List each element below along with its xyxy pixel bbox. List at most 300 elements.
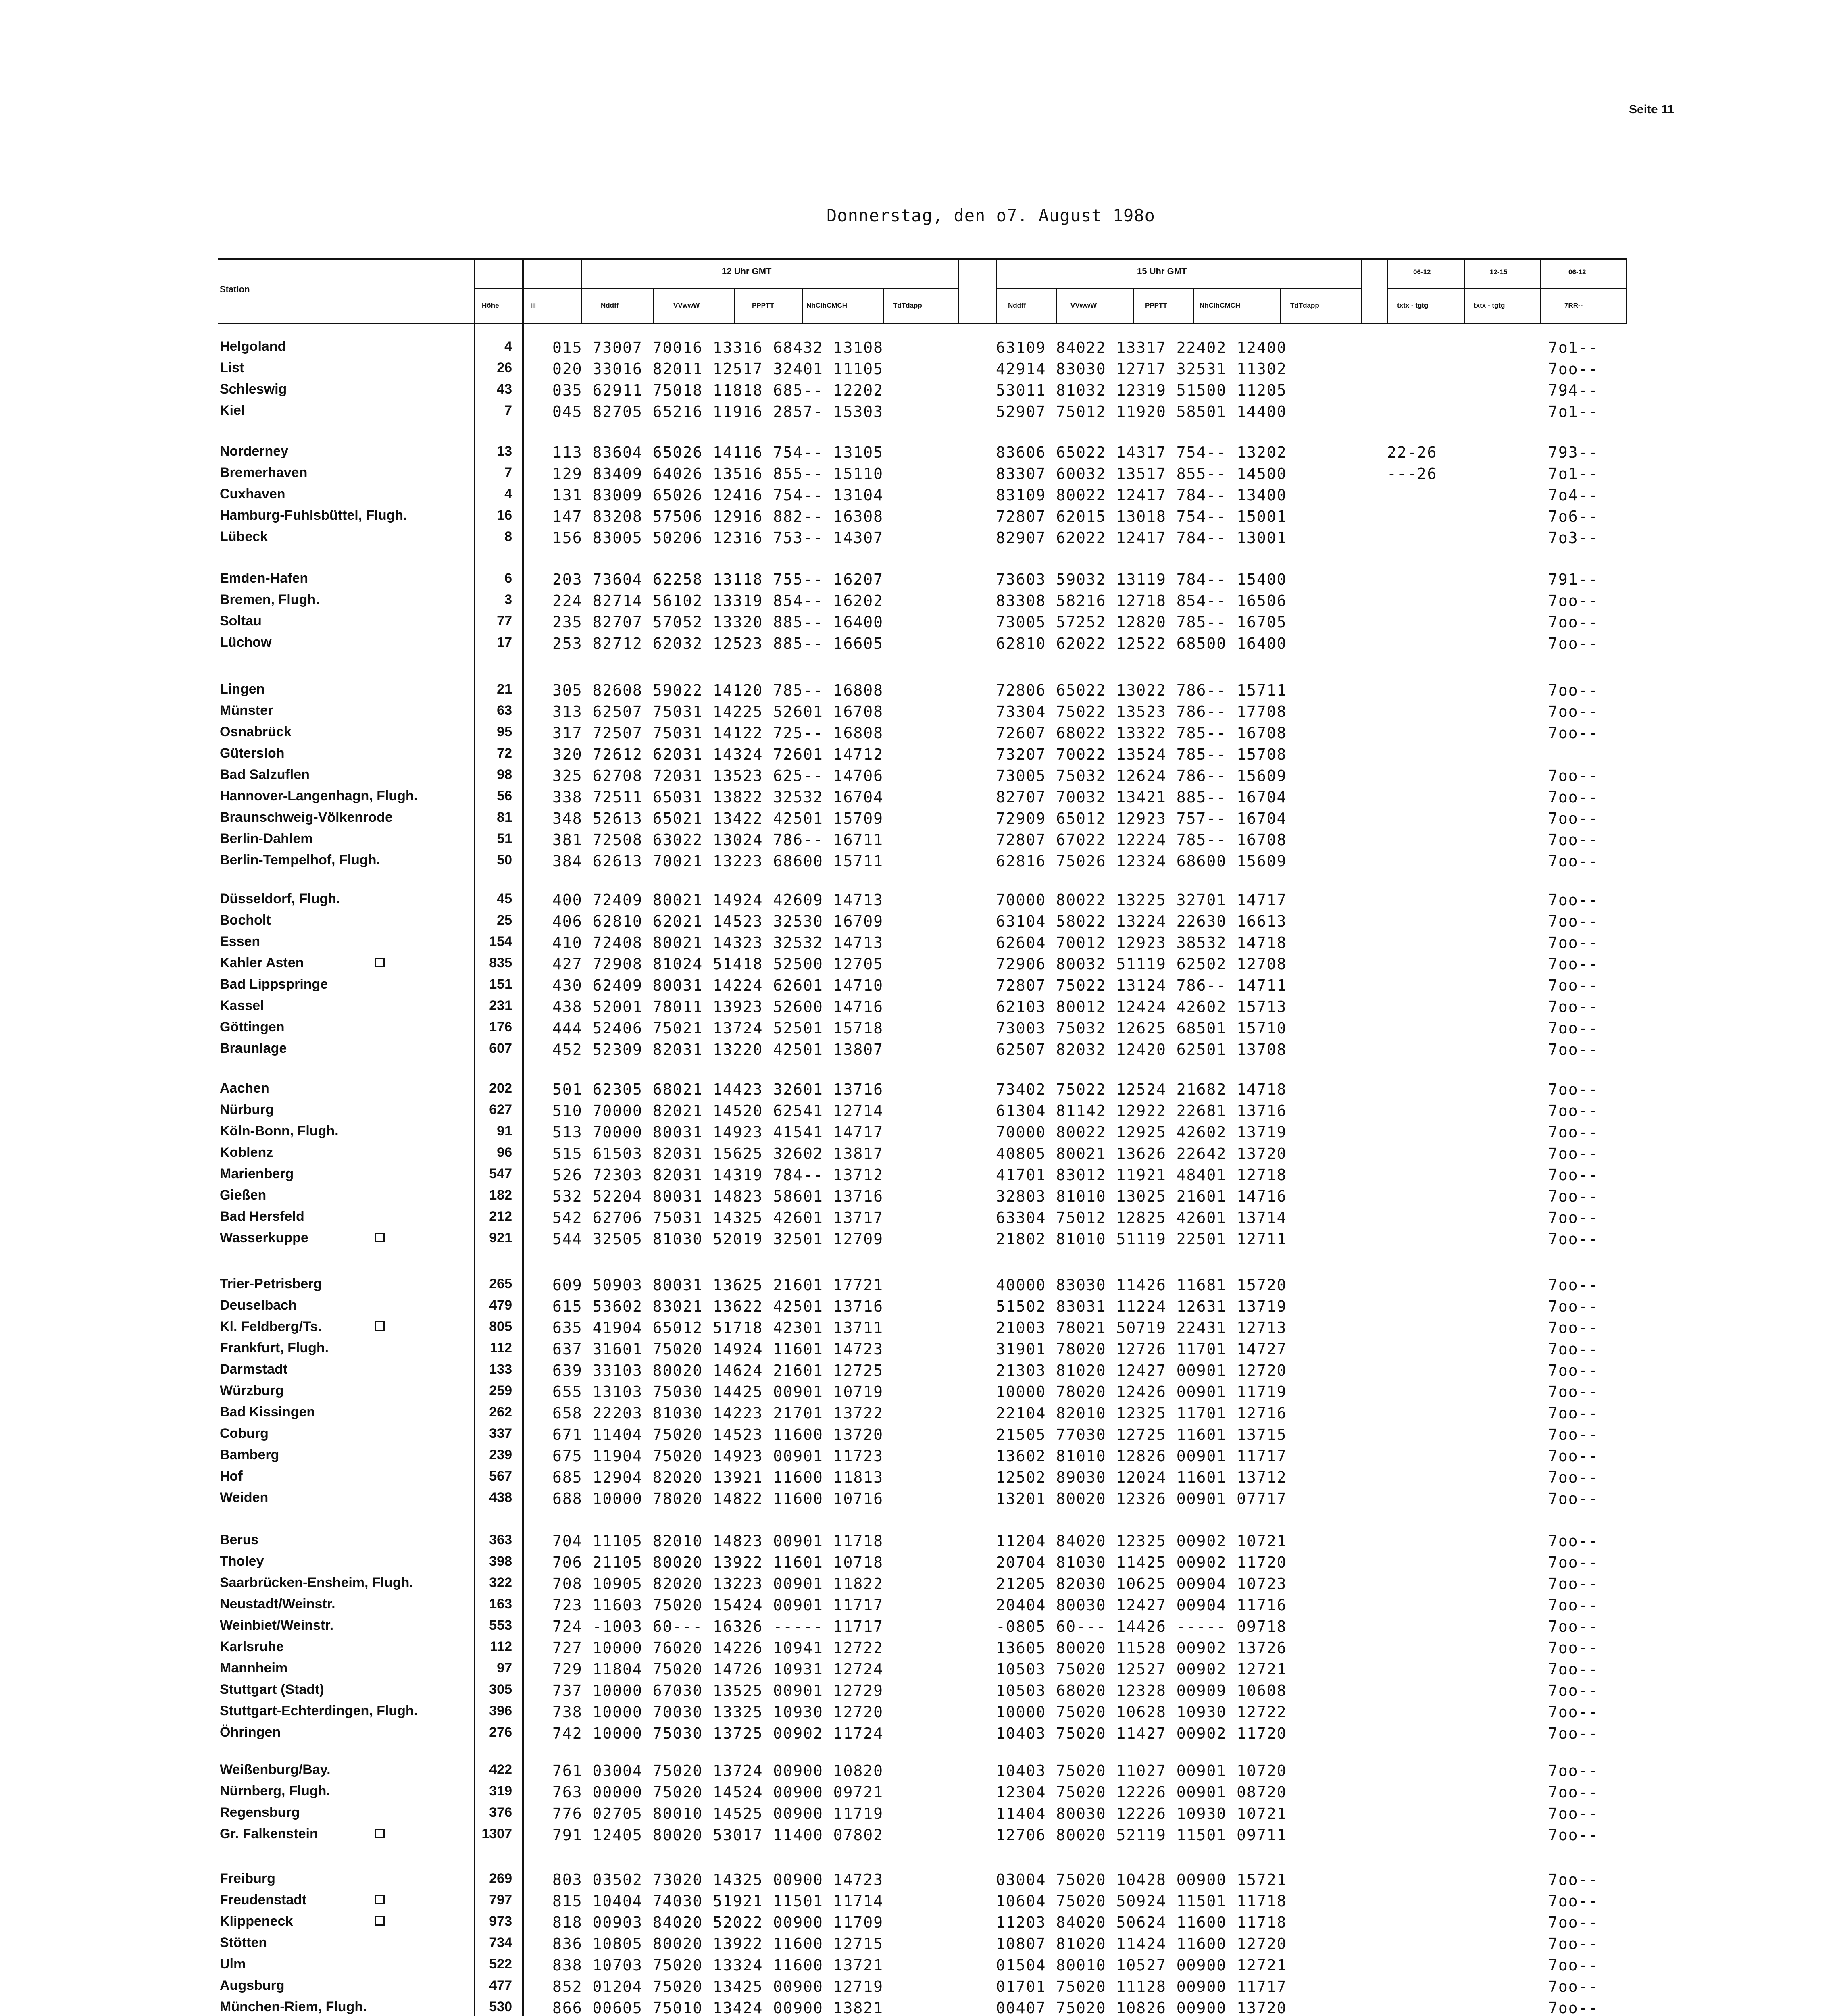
precip-code: 7oo-- (1548, 1319, 1599, 1337)
obs-12-uhr: 738 10000 70030 13325 10930 12720 (552, 1703, 883, 1721)
station-name: Klippeneck (220, 1914, 293, 1929)
precip-code: 7oo-- (1548, 1978, 1599, 1995)
obs-12-uhr: 737 10000 67030 13525 00901 12729 (552, 1682, 883, 1699)
obs-12-uhr: 430 62409 80031 14224 62601 14710 (552, 977, 883, 994)
station-height: 363 (489, 1532, 512, 1547)
obs-15-uhr: 62810 62022 12522 68500 16400 (996, 635, 1287, 652)
table-row (0, 1102, 1841, 1121)
table-row (0, 635, 1841, 654)
precip-code: 7oo-- (1548, 1187, 1599, 1205)
precip-code: 7o1-- (1548, 339, 1599, 356)
gmt15-col-nddff: Nddff (1008, 302, 1026, 309)
precip-code: 7oo-- (1548, 1999, 1599, 2016)
obs-12-uhr: 015 73007 70016 13316 68432 13108 (552, 339, 883, 356)
precip-code: 7oo-- (1548, 891, 1599, 909)
station-height: 3 (504, 592, 512, 607)
table-row (0, 381, 1841, 401)
table-row (0, 1319, 1841, 1338)
station-height: 176 (489, 1019, 512, 1035)
obs-12-uhr: 313 62507 75031 14225 52601 16708 (552, 703, 883, 721)
table-row (0, 1762, 1841, 1781)
obs-12-uhr: 129 83409 64026 13516 855-- 15110 (552, 465, 883, 483)
precip-code: 7oo-- (1548, 1383, 1599, 1401)
obs-15-uhr: 40000 83030 11426 11681 15720 (996, 1276, 1287, 1294)
station-name: München-Riem, Flugh. (220, 1999, 367, 2014)
obs-15-uhr: 53011 81032 12319 51500 11205 (996, 381, 1287, 399)
obs-15-uhr: 12502 89030 12024 11601 13712 (996, 1468, 1287, 1486)
station-height: 7 (504, 465, 512, 480)
precip-code: 7o1-- (1548, 403, 1599, 421)
obs-12-uhr: 675 11904 75020 14923 00901 11723 (552, 1447, 883, 1465)
table-row (0, 1041, 1841, 1060)
precip-code: 7oo-- (1548, 1639, 1599, 1657)
precip-code: 7oo-- (1548, 1682, 1599, 1699)
obs-15-uhr: 03004 75020 10428 00900 15721 (996, 1871, 1287, 1889)
station-name: Gütersloh (220, 746, 285, 761)
station-name: Schleswig (220, 381, 287, 397)
obs-15-uhr: 72807 62015 13018 754-- 15001 (996, 508, 1287, 525)
obs-15-uhr: 73207 70022 13524 785-- 15708 (996, 746, 1287, 763)
station-name: Saarbrücken-Ensheim, Flugh. (220, 1575, 413, 1590)
table-row (0, 912, 1841, 932)
gmt12-col-rule-1 (653, 288, 654, 324)
obs-15-uhr: 10604 75020 50924 11501 11718 (996, 1892, 1287, 1910)
obs-15-uhr: 13602 81010 12826 00901 11717 (996, 1447, 1287, 1465)
table-row (0, 998, 1841, 1017)
obs-15-uhr: 10000 78020 12426 00901 11719 (996, 1383, 1287, 1401)
station-name: Weißenburg/Bay. (220, 1762, 331, 1777)
precip-code: 7oo-- (1548, 767, 1599, 785)
obs-12-uhr: 635 41904 65012 51718 42301 13711 (552, 1319, 883, 1337)
station-name: Bremerhaven (220, 465, 308, 480)
table-row (0, 1554, 1841, 1573)
station-name: Kiel (220, 403, 245, 418)
gmt12-col-nddff: Nddff (601, 302, 619, 309)
station-name: Koblenz (220, 1145, 273, 1160)
station-height: 305 (489, 1682, 512, 1697)
station-name: Münster (220, 703, 273, 718)
obs-15-uhr: 73603 59032 13119 784-- 15400 (996, 571, 1287, 588)
station-height: 4 (504, 339, 512, 354)
station-name: Braunschweig-Völkenrode (220, 810, 393, 825)
table-row (0, 746, 1841, 765)
station-name: Aachen (220, 1081, 269, 1096)
obs-15-uhr: 22104 82010 12325 11701 12716 (996, 1404, 1287, 1422)
table-row (0, 360, 1841, 379)
obs-15-uhr: 10503 68020 12328 00909 10608 (996, 1682, 1287, 1699)
precip-code: 7oo-- (1548, 1783, 1599, 1801)
table-row (0, 1682, 1841, 1701)
obs-12-uhr: 156 83005 50206 12316 753-- 14307 (552, 529, 883, 547)
obs-15-uhr: 83307 60032 13517 855-- 14500 (996, 465, 1287, 483)
station-name: Norderney (220, 444, 289, 459)
precip-code: 7oo-- (1548, 1019, 1599, 1037)
precip-code: 7oo-- (1548, 1826, 1599, 1844)
station-name: Stuttgart (Stadt) (220, 1682, 324, 1697)
obs-12-uhr: 671 11404 75020 14523 11600 13720 (552, 1426, 883, 1443)
obs-15-uhr: 21802 81010 51119 22501 12711 (996, 1230, 1287, 1248)
precip-code: 7oo-- (1548, 1871, 1599, 1889)
station-name: Regensburg (220, 1805, 300, 1820)
obs-15-uhr: 73304 75022 13523 786-- 17708 (996, 703, 1287, 721)
station-name: Mannheim (220, 1660, 288, 1676)
station-height: 163 (489, 1596, 512, 1612)
station-name: Nürburg (220, 1102, 274, 1117)
header-mid-rule-left (474, 288, 581, 289)
station-name: Emden-Hafen (220, 571, 308, 586)
precip-code: 7oo-- (1548, 360, 1599, 378)
table-row (0, 1956, 1841, 1976)
obs-12-uhr: 836 10805 80020 13922 11600 12715 (552, 1935, 883, 1953)
station-height: 17 (497, 635, 512, 650)
precip-code: 7oo-- (1548, 1935, 1599, 1953)
table-row (0, 486, 1841, 506)
station-height: 202 (489, 1081, 512, 1096)
range-sub-3: 7RR-- (1564, 302, 1583, 309)
station-height: 91 (497, 1123, 512, 1139)
precip-code: 7oo-- (1548, 613, 1599, 631)
station-name: Weinbiet/Weinstr. (220, 1618, 334, 1633)
table-row (0, 1914, 1841, 1933)
table-row (0, 831, 1841, 850)
obs-15-uhr: 72807 75022 13124 786-- 14711 (996, 977, 1287, 994)
obs-15-uhr: 10503 75020 12527 00902 12721 (996, 1660, 1287, 1678)
station-height: 7 (504, 403, 512, 418)
precip-code: 7oo-- (1548, 1276, 1599, 1294)
gmt15-header: 15 Uhr GMT (1137, 266, 1187, 276)
station-height: 627 (489, 1102, 512, 1117)
obs-12-uhr: 147 83208 57506 12916 882-- 16308 (552, 508, 883, 525)
obs-15-uhr: 41701 83012 11921 48401 12718 (996, 1166, 1287, 1184)
iii-header: iii (530, 302, 536, 309)
obs-12-uhr: 815 10404 74030 51921 11501 11714 (552, 1892, 883, 1910)
obs-12-uhr: 791 12405 80020 53017 11400 07802 (552, 1826, 883, 1844)
station-name: Neustadt/Weinstr. (220, 1596, 335, 1612)
gmt12-col-rule-2 (734, 288, 735, 324)
page-number: Seite 11 (1629, 103, 1674, 116)
station-height: 112 (490, 1639, 512, 1654)
obs-15-uhr: 01701 75020 11128 00900 11717 (996, 1978, 1287, 1995)
precip-code: 7oo-- (1548, 592, 1599, 610)
station-name: Öhringen (220, 1724, 281, 1740)
obs-15-uhr: 63109 84022 13317 22402 12400 (996, 339, 1287, 356)
table-row (0, 1783, 1841, 1803)
station-name: Stötten (220, 1935, 267, 1950)
station-height: 567 (489, 1468, 512, 1484)
obs-15-uhr: 20404 80030 12427 00904 11716 (996, 1596, 1287, 1614)
station-height: 835 (489, 955, 512, 971)
range-sub-1: txtx - tgtg (1397, 302, 1429, 309)
gmt12-right-rule (958, 258, 959, 324)
station-height: 51 (497, 831, 512, 846)
table-row (0, 788, 1841, 808)
obs-12-uhr: 452 52309 82031 13220 42501 13807 (552, 1041, 883, 1058)
station-name: List (220, 360, 244, 375)
obs-15-uhr: 70000 80022 12925 42602 13719 (996, 1123, 1287, 1141)
station-height: 8 (504, 529, 512, 544)
table-row (0, 1209, 1841, 1228)
obs-12-uhr: 818 00903 84020 52022 00900 11709 (552, 1914, 883, 1931)
station-name: Köln-Bonn, Flugh. (220, 1123, 339, 1139)
table-row (0, 1362, 1841, 1381)
precip-code: 7oo-- (1548, 1762, 1599, 1780)
station-height: 276 (489, 1724, 512, 1740)
station-name: Trier-Petrisberg (220, 1276, 322, 1291)
temp-range: ---26 (1387, 465, 1437, 483)
table-row (0, 1123, 1841, 1143)
station-height: 43 (497, 381, 512, 397)
precip-code: 7oo-- (1548, 1956, 1599, 1974)
precip-code: 7oo-- (1548, 1703, 1599, 1721)
precip-code: 7oo-- (1548, 1468, 1599, 1486)
table-row (0, 977, 1841, 996)
station-name: Coburg (220, 1426, 269, 1441)
station-height: 81 (497, 810, 512, 825)
obs-12-uhr: 384 62613 70021 13223 68600 15711 (552, 852, 883, 870)
table-row (0, 724, 1841, 744)
table-row (0, 767, 1841, 786)
station-height: 438 (489, 1490, 512, 1505)
station-height: 265 (489, 1276, 512, 1291)
station-name: Soltau (220, 613, 262, 629)
gmt12-left-rule (581, 258, 582, 324)
obs-15-uhr: 10807 81020 11424 11600 12720 (996, 1935, 1287, 1953)
obs-12-uhr: 113 83604 65026 14116 754-- 13105 (552, 444, 883, 461)
station-name: Marienberg (220, 1166, 294, 1181)
obs-15-uhr: 63104 58022 13224 22630 16613 (996, 912, 1287, 930)
station-height: 16 (497, 508, 512, 523)
gmt15-col-rule-3 (1193, 288, 1194, 324)
station-name: Wasserkuppe (220, 1230, 308, 1245)
table-row (0, 703, 1841, 722)
station-name: Weiden (220, 1490, 269, 1505)
station-height: 21 (497, 681, 512, 697)
precip-code: 7oo-- (1548, 1426, 1599, 1443)
precip-code: 7oo-- (1548, 1892, 1599, 1910)
precip-code: 7oo-- (1548, 977, 1599, 994)
station-name: Frankfurt, Flugh. (220, 1340, 329, 1356)
obs-12-uhr: 688 10000 78020 14822 11600 10716 (552, 1490, 883, 1508)
obs-15-uhr: 73005 57252 12820 785-- 16705 (996, 613, 1287, 631)
obs-15-uhr: 62604 70012 12923 38532 14718 (996, 934, 1287, 952)
station-name: Bremen, Flugh. (220, 592, 320, 607)
obs-15-uhr: 21003 78021 50719 22431 12713 (996, 1319, 1287, 1337)
header-bottom-rule (218, 323, 1627, 324)
precip-code: 7oo-- (1548, 788, 1599, 806)
station-height: 477 (489, 1978, 512, 1993)
precip-code: 7oo-- (1548, 635, 1599, 652)
station-height: 396 (489, 1703, 512, 1718)
station-height: 95 (497, 724, 512, 739)
station-marker-square (375, 958, 385, 967)
obs-15-uhr: 42914 83030 12717 32531 11302 (996, 360, 1287, 378)
precip-code: 7oo-- (1548, 1340, 1599, 1358)
precip-code: 7oo-- (1548, 1081, 1599, 1098)
table-row (0, 1703, 1841, 1722)
precip-code: 7oo-- (1548, 1297, 1599, 1315)
table-row (0, 1532, 1841, 1552)
station-name: Helgoland (220, 339, 286, 354)
station-height: 98 (497, 767, 512, 782)
obs-12-uhr: 224 82714 56102 13319 854-- 16202 (552, 592, 883, 610)
table-row (0, 1639, 1841, 1658)
station-height: 239 (489, 1447, 512, 1462)
obs-12-uhr: 615 53602 83021 13622 42501 13716 (552, 1297, 883, 1315)
station-height: 522 (489, 1956, 512, 1972)
table-row (0, 529, 1841, 548)
obs-15-uhr: 62816 75026 12324 68600 15609 (996, 852, 1287, 870)
obs-15-uhr: 32803 81010 13025 21601 14716 (996, 1187, 1287, 1205)
gmt12-col-rule-4 (883, 288, 884, 324)
station-name: Würzburg (220, 1383, 284, 1398)
station-height: 112 (490, 1340, 512, 1356)
range-header-2: 12-15 (1490, 268, 1508, 276)
obs-15-uhr: 61304 81142 12922 22681 13716 (996, 1102, 1287, 1120)
obs-12-uhr: 542 62706 75031 14325 42601 13717 (552, 1209, 883, 1227)
table-row (0, 1618, 1841, 1637)
obs-15-uhr: 83606 65022 14317 754-- 13202 (996, 444, 1287, 461)
obs-12-uhr: 639 33103 80020 14624 21601 12725 (552, 1362, 883, 1379)
obs-12-uhr: 348 52613 65021 13422 42501 15709 (552, 810, 883, 827)
gmt15-left-rule (996, 258, 997, 324)
station-height: 45 (497, 891, 512, 906)
table-row (0, 1999, 1841, 2016)
precip-code: 7oo-- (1548, 1041, 1599, 1058)
table-row (0, 1978, 1841, 1997)
station-name: Bad Salzuflen (220, 767, 310, 782)
obs-12-uhr: 838 10703 75020 13324 11600 13721 (552, 1956, 883, 1974)
obs-12-uhr: 724 -1003 60--- 16326 ----- 11717 (552, 1618, 883, 1635)
table-row (0, 1468, 1841, 1488)
table-row (0, 1871, 1841, 1890)
station-name: Bad Lippspringe (220, 977, 328, 992)
station-name: Gr. Falkenstein (220, 1826, 318, 1841)
obs-15-uhr: 11404 80030 12226 10930 10721 (996, 1805, 1287, 1822)
obs-12-uhr: 685 12904 82020 13921 11600 11813 (552, 1468, 883, 1486)
precip-code: 7oo-- (1548, 1447, 1599, 1465)
station-height: 154 (489, 934, 512, 949)
table-row (0, 1404, 1841, 1424)
obs-12-uhr: 381 72508 63022 13024 786-- 16711 (552, 831, 883, 849)
obs-15-uhr: 70000 80022 13225 32701 14717 (996, 891, 1287, 909)
obs-15-uhr: 10403 75020 11427 00902 11720 (996, 1724, 1287, 1742)
obs-12-uhr: 544 32505 81030 52019 32501 12709 (552, 1230, 883, 1248)
obs-15-uhr: 10403 75020 11027 00901 10720 (996, 1762, 1287, 1780)
precip-code: 7oo-- (1548, 1532, 1599, 1550)
station-height: 547 (489, 1166, 512, 1181)
gmt15-col-clouds: NhClhCMCH (1200, 302, 1241, 309)
obs-15-uhr: 73005 75032 12624 786-- 15609 (996, 767, 1287, 785)
station-name: Ulm (220, 1956, 246, 1972)
table-row (0, 1230, 1841, 1250)
station-height: 26 (497, 360, 512, 375)
obs-15-uhr: 31901 78020 12726 11701 14727 (996, 1340, 1287, 1358)
table-row (0, 810, 1841, 829)
gmt15-col-vvwww: VVwwW (1070, 302, 1097, 309)
obs-12-uhr: 338 72511 65031 13822 32532 16704 (552, 788, 883, 806)
station-name: Darmstadt (220, 1362, 288, 1377)
obs-15-uhr: 21303 81020 12427 00901 12720 (996, 1362, 1287, 1379)
station-name: Bad Kissingen (220, 1404, 315, 1420)
obs-12-uhr: 253 82712 62032 12523 885-- 16605 (552, 635, 883, 652)
obs-15-uhr: 72909 65012 12923 757-- 16704 (996, 810, 1287, 827)
station-height: 319 (489, 1783, 512, 1799)
table-row (0, 1426, 1841, 1445)
obs-15-uhr: 72807 67022 12224 785-- 16708 (996, 831, 1287, 849)
table-row (0, 1187, 1841, 1207)
table-row (0, 1935, 1841, 1954)
station-name: Braunlage (220, 1041, 287, 1056)
station-marker-square (375, 1233, 385, 1242)
precip-code: 7oo-- (1548, 1490, 1599, 1508)
station-name: Stuttgart-Echterdingen, Flugh. (220, 1703, 418, 1718)
station-height: 262 (489, 1404, 512, 1420)
precip-code: 7oo-- (1548, 1209, 1599, 1227)
station-name: Hamburg-Fuhlsbüttel, Flugh. (220, 508, 407, 523)
station-height: 96 (497, 1145, 512, 1160)
obs-15-uhr: 11204 84020 12325 00902 10721 (996, 1532, 1287, 1550)
gmt15-col-tdtdapp: TdTdapp (1290, 302, 1319, 309)
obs-12-uhr: 742 10000 75030 13725 00902 11724 (552, 1724, 883, 1742)
obs-15-uhr: 21505 77030 12725 11601 13715 (996, 1426, 1287, 1443)
obs-15-uhr: 01504 80010 10527 00900 12721 (996, 1956, 1287, 1974)
station-height: 50 (497, 852, 512, 868)
table-row (0, 1490, 1841, 1509)
obs-12-uhr: 035 62911 75018 11818 685-- 12202 (552, 381, 883, 399)
obs-12-uhr: 438 52001 78011 13923 52600 14716 (552, 998, 883, 1016)
precip-code: 7oo-- (1548, 703, 1599, 721)
station-name: Freudenstadt (220, 1892, 307, 1908)
station-name: Bad Hersfeld (220, 1209, 304, 1224)
table-row (0, 508, 1841, 527)
obs-15-uhr: 00407 75020 10826 00900 13720 (996, 1999, 1287, 2016)
station-height: 231 (489, 998, 512, 1013)
station-name: Lingen (220, 681, 265, 697)
obs-12-uhr: 444 52406 75021 13724 52501 15718 (552, 1019, 883, 1037)
obs-15-uhr: 51502 83031 11224 12631 13719 (996, 1297, 1287, 1315)
precip-code: 7oo-- (1548, 1660, 1599, 1678)
obs-15-uhr: 13605 80020 11528 00902 13726 (996, 1639, 1287, 1657)
obs-15-uhr: 83308 58216 12718 854-- 16506 (996, 592, 1287, 610)
obs-12-uhr: 526 72303 82031 14319 784-- 13712 (552, 1166, 883, 1184)
station-height: 553 (489, 1618, 512, 1633)
obs-12-uhr: 708 10905 82020 13223 00901 11822 (552, 1575, 883, 1593)
obs-12-uhr: 515 61503 82031 15625 32602 13817 (552, 1145, 883, 1162)
station-name: Berlin-Dahlem (220, 831, 313, 846)
temp-range: 22-26 (1387, 444, 1437, 461)
obs-12-uhr: 406 62810 62021 14523 32530 16709 (552, 912, 883, 930)
precip-code: 7oo-- (1548, 955, 1599, 973)
gmt12-col-tdtdapp: TdTdapp (893, 302, 922, 309)
range-header-3: 06-12 (1568, 268, 1586, 276)
obs-12-uhr: 203 73604 62258 13118 755-- 16207 (552, 571, 883, 588)
obs-15-uhr: 13201 80020 12326 00901 07717 (996, 1490, 1287, 1508)
precip-code: 7o6-- (1548, 508, 1599, 525)
obs-12-uhr: 704 11105 82010 14823 00901 11718 (552, 1532, 883, 1550)
header-mid-rule-12 (581, 288, 958, 289)
precip-code: 7oo-- (1548, 810, 1599, 827)
station-name: Hof (220, 1468, 243, 1484)
station-height: 322 (489, 1575, 512, 1590)
station-height: 77 (497, 613, 512, 629)
obs-12-uhr: 320 72612 62031 14324 72601 14712 (552, 746, 883, 763)
precip-code: 7oo-- (1548, 1618, 1599, 1635)
station-height: 398 (489, 1554, 512, 1569)
precip-code: 7oo-- (1548, 998, 1599, 1016)
obs-15-uhr: 52907 75012 11920 58501 14400 (996, 403, 1287, 421)
precip-code: 7oo-- (1548, 1123, 1599, 1141)
station-name: Augsburg (220, 1978, 285, 1993)
